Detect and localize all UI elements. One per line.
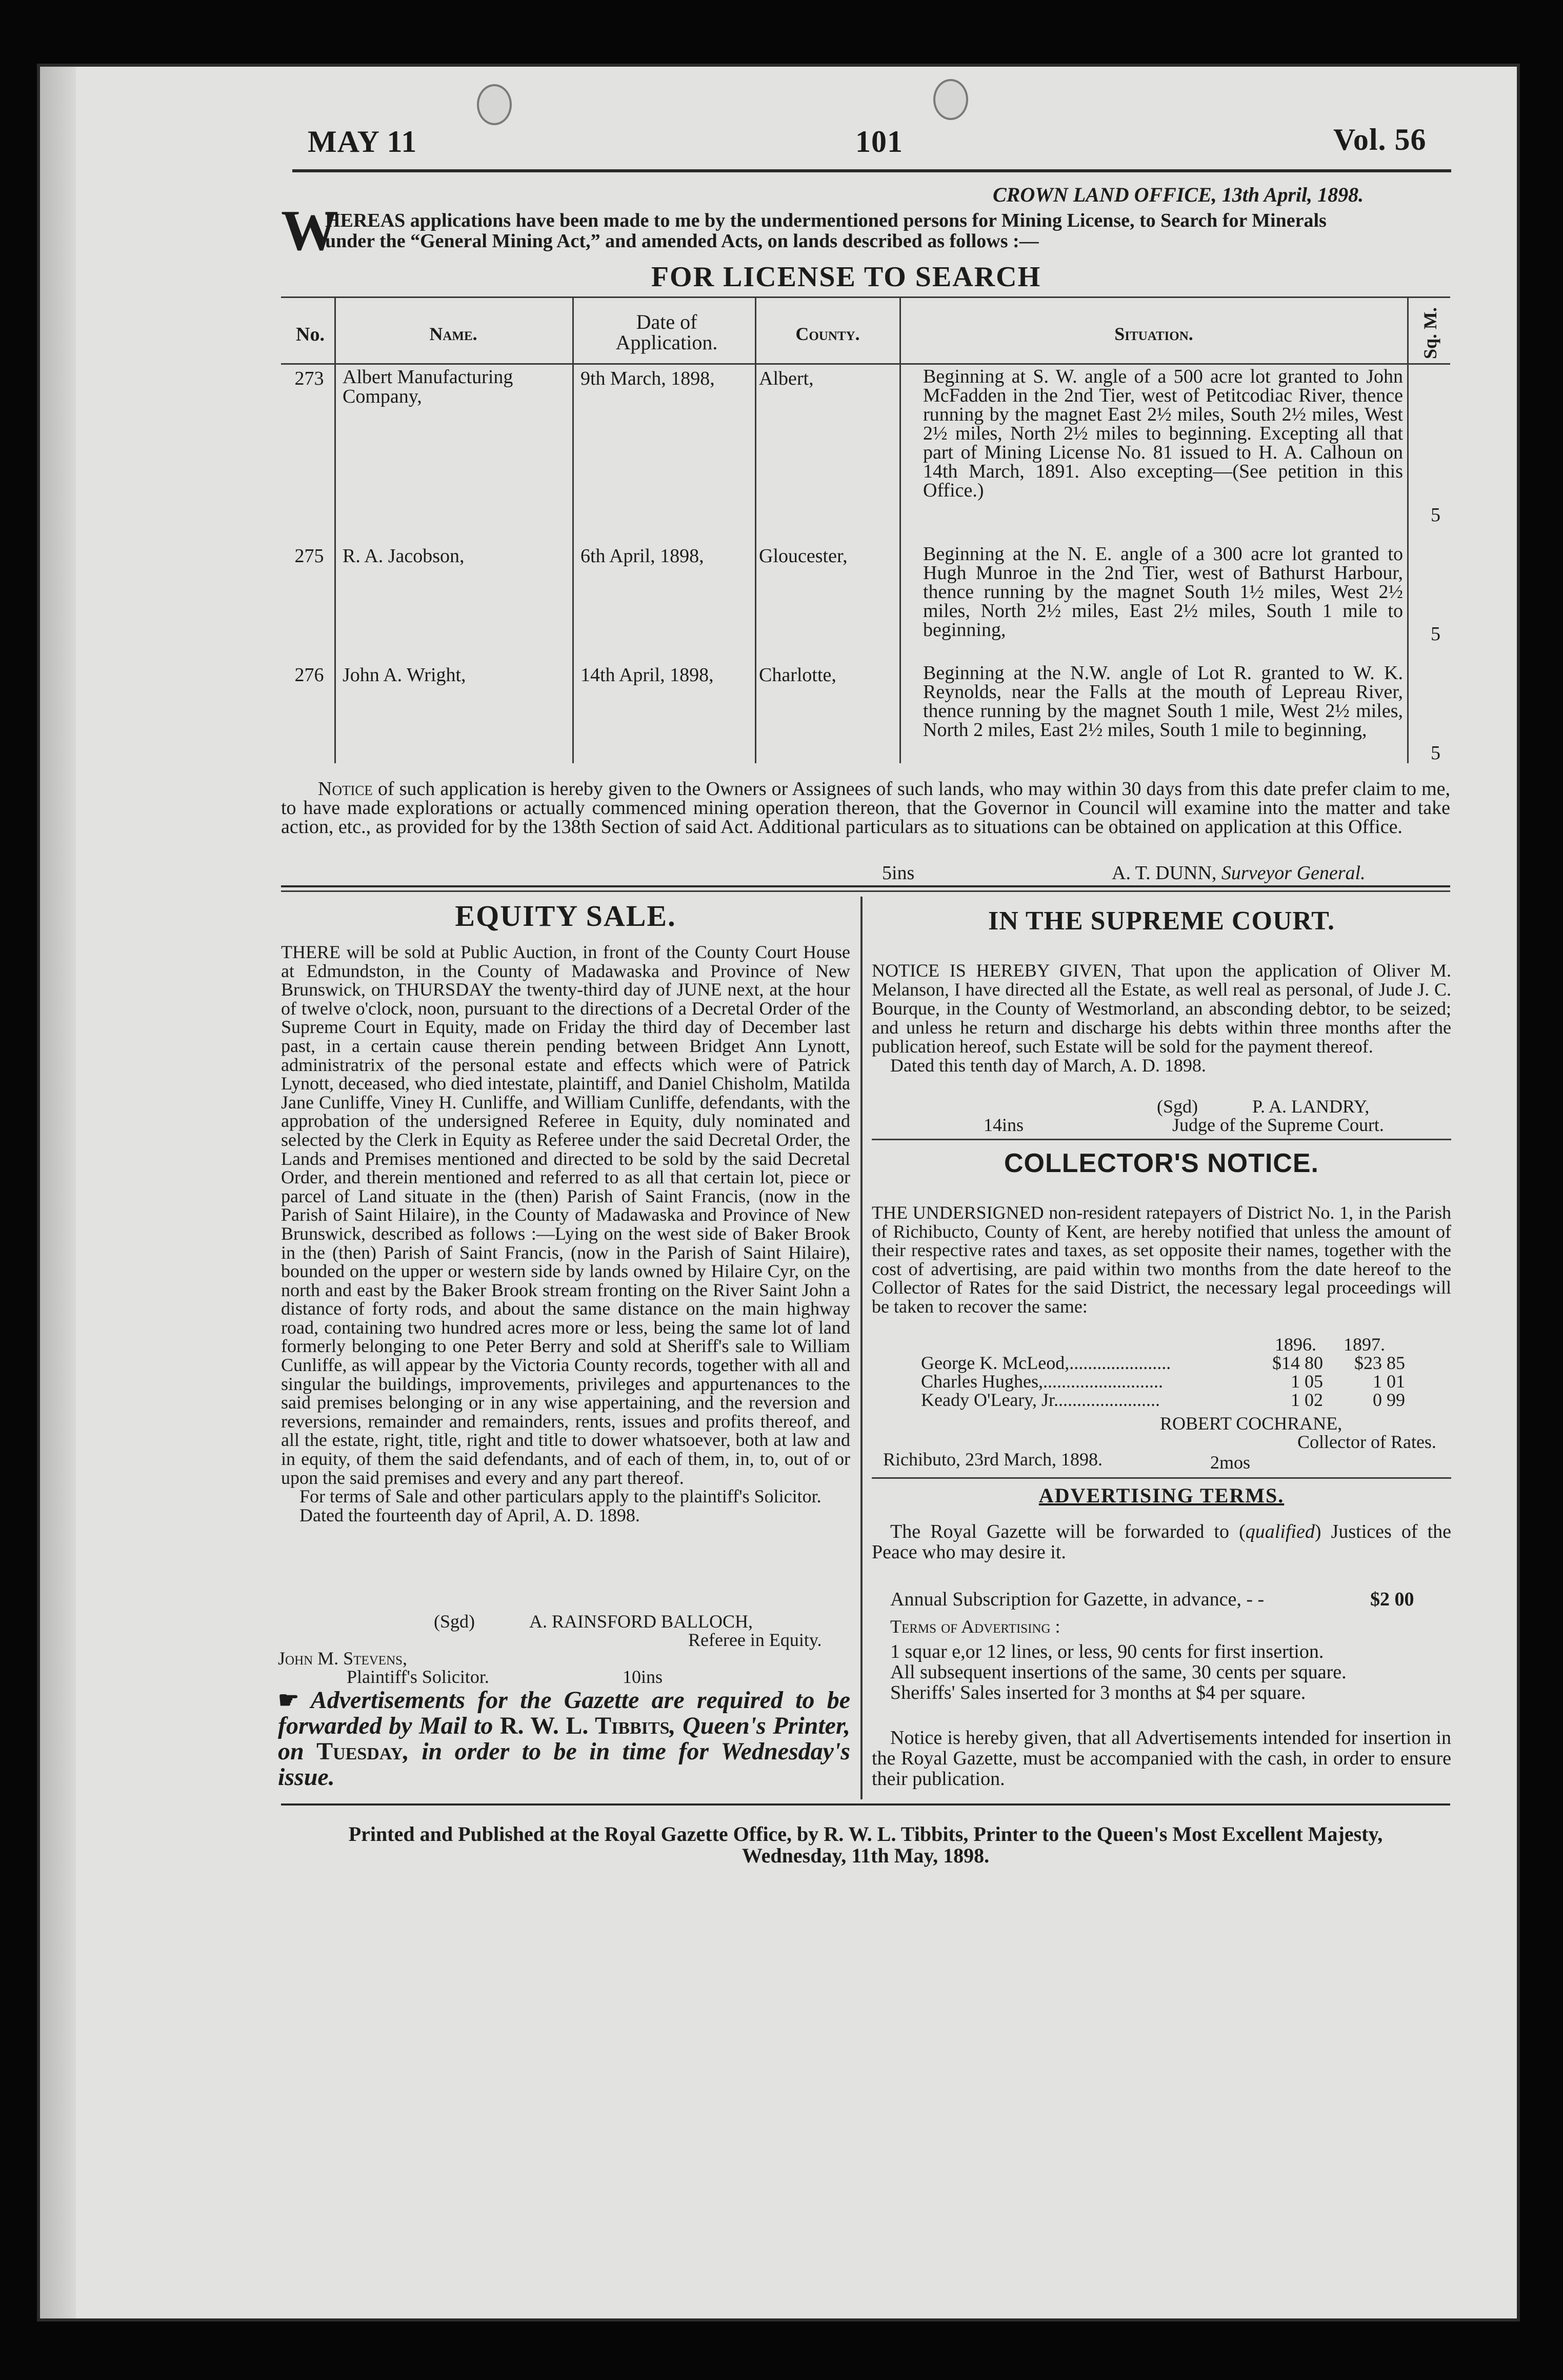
crown-insertions: 5ins	[882, 862, 915, 884]
supreme-court-title: IN THE SUPREME COURT.	[988, 906, 1335, 936]
supreme-dated: Dated this tenth day of March, A. D. 1898.	[890, 1055, 1206, 1076]
section-rule	[281, 885, 1450, 887]
license-section-title: FOR LICENSE TO SEARCH	[651, 261, 1041, 293]
solicitor-name: John M. Stevens,	[278, 1648, 408, 1669]
advertising-intro	[872, 1521, 1451, 1562]
row-no: 273	[294, 368, 324, 389]
intro-line-2: under the “General Mining Act,” and amended Acts, on lands described as follows :—	[325, 230, 1039, 252]
ad-notice	[278, 1688, 850, 1790]
row-date: 14th April, 1898,	[580, 664, 714, 686]
col-header-situation: Situation.	[1114, 324, 1193, 344]
supreme-sgd: (Sgd)	[1157, 1096, 1198, 1117]
col-header-no: No.	[296, 324, 325, 345]
ratepayer-1896: $14 80	[1272, 1353, 1323, 1373]
row-situation: Beginning at the N. E. angle of a 300 acre lot granted to Hugh Munroe in the 2nd Tier, west of Bathurst Harbour, thence running by the magnet South 1½ miles, West 2½ miles, North 2½ miles, East 2½ miles, South 1 mile to beginning,	[923, 543, 1403, 641]
collector-name: ROBERT COCHRANE,	[1160, 1413, 1342, 1434]
table-col-line	[572, 298, 574, 763]
notice-text: of such application is hereby given to the Owners or Assignees of such lands, who may within 30 days from this date prefer claim to me, to have made explorations or actually commenced mining operation thereon, that the Governor in Council will examine into the matter and take action, etc., as provided for by the 138th Section of said Act. Additional particulars as to situations can be obtained on application at this Office.	[281, 778, 1450, 838]
collector-insertions: 2mos	[1210, 1452, 1251, 1473]
advertising-intro-b: ) Justices of the Peace who may desire it.	[872, 1521, 1451, 1563]
row-situation: Beginning at S. W. angle of a 500 acre lot granted to John McFadden in the 2nd Tier, west of Petitcodiac River, thence running by the magnet East 2½ miles, South 2½ miles, West 2½ miles, North 2½ miles to beginning. Excepting all that part of Mining License No. 81 issued to H. A. Calhoun on 14th March, 1891. Also excepting—(See petition in this Office.)	[923, 366, 1403, 501]
section-rule	[872, 1477, 1451, 1479]
collector-place-date: Richibuto, 23rd March, 1898.	[883, 1449, 1103, 1470]
advertising-final-notice	[872, 1728, 1451, 1789]
header-rule	[292, 169, 1451, 172]
terms-heading: Terms of Advertising :	[890, 1616, 1060, 1637]
ratepayer-1896: 1 02	[1291, 1390, 1323, 1410]
row-sqm: 5	[1431, 504, 1440, 526]
col-header-name: Name.	[429, 324, 477, 344]
intro-line-1: HEREAS applications have been made to me by the undermentioned persons for Mining License, to Search for Minerals	[325, 210, 1327, 231]
pointing-hand-icon: ☛	[278, 1687, 299, 1713]
row-date: 9th March, 1898,	[580, 368, 715, 389]
col-header-sqm: Sq. M.	[1420, 307, 1440, 359]
footer-line-2: Wednesday, 11th May, 1898.	[742, 1844, 990, 1867]
supreme-body-text: NOTICE IS HEREBY GIVEN, That upon the application of Oliver M. Melanson, I have directed all the Estate, as well real as personal, of Jude J. C. Bourque, in the County of Westmorland, an absconding debtor, to be seized; and unless he return and discharge his debts within three months after the publication hereof, such Estate will be sold for the payment thereof.	[872, 960, 1451, 1057]
equity-sale-body	[281, 943, 850, 1524]
header-volume: Vol. 56	[1333, 123, 1427, 156]
collector-office: Collector of Rates.	[1297, 1432, 1436, 1452]
referee-name: A. RAINSFORD BALLOCH,	[529, 1611, 753, 1632]
terms-item: Sheriffs' Sales inserted for 3 months at $4 per square.	[890, 1682, 1306, 1703]
ratepayer-1897: 0 99	[1373, 1390, 1405, 1410]
table-col-line	[755, 298, 756, 763]
subscription-price: $2 00	[1370, 1589, 1414, 1610]
equity-sgd: (Sgd)	[434, 1611, 475, 1632]
row-name: R. A. Jacobson,	[343, 545, 465, 567]
row-county: Gloucester,	[759, 545, 848, 567]
equity-dated: Dated the fourteenth day of April, A. D. 1898.	[299, 1504, 640, 1525]
equity-sale-title: EQUITY SALE.	[455, 899, 676, 933]
drop-cap: W	[281, 199, 338, 263]
header-page-number: 101	[855, 125, 903, 158]
advertising-intro-a: The Royal Gazette will be forwarded to (	[890, 1521, 1246, 1542]
advertising-intro-qualified: qualified	[1245, 1521, 1315, 1542]
signature-title: Surveyor General.	[1221, 862, 1366, 884]
notice-lead: Notice	[318, 778, 373, 800]
equity-body-text: THERE will be sold at Public Auction, in front of the County Court House at Edmundston, in the County of Madawaska and Province of New Brunswick, on THURSDAY the twenty-third day of JUNE next, at the hour of twelve o'clock, noon, pursuant to the directions of a Decretal Order of the Supreme Court in Equity, made on Friday the third day of December last past, in a certain cause therein pending between Bridget Ann Lynott, administratrix of the personal estate and effects which were of Patrick Lynott, deceased, who died intestate, plaintiff, and Daniel Chisholm, Matilda Jane Cunliffe, Viney H. Cunliffe, and William Cunliffe, defendants, with the approbation of the undersigned Referee in Equity, duly nominated and selected by the Clerk in Equity as Referee under the said Decretal Order, the Lands and Premises mentioned and directed to be sold by the said Decretal Order, and therein mentioned and referred to as all that certain lot, piece or parcel of Land situate in the (then) Parish of Saint Francis, (now in the Parish of Saint Hilaire), in the County of Madawaska and Province of New Brunswick, described as follows :—Lying on the west side of Baker Brook in the (then) Parish of Saint Francis, (now in the Parish of Saint Hilaire), bounded on the upper or western side by lands owned by Hilaire Cyr, on the north and east by the Baker Brook stream fronting on the River Saint John a distance of forty rods, and about the same distance on the main highway road, containing two hundred acres more or less, being the same lot of land formerly belonging to one Peter Berry and sold at Sheriff's sale to William Cunliffe, as will appear by the Victoria County records, together with all and singular the buildings, improvements, privileges and appurtenances to the said premises belonging or in any wise appertaining, and the reversion and reversions, remainder and remainders, rents, issues and profits thereof, and all the estate, right, title, right and title to dower whatsoever, both at law and in equity, of them the said defendants, and of each of them, in, to, out of or upon the said premises and every and any part thereof.	[281, 942, 850, 1488]
crown-land-office-date: CROWN LAND OFFICE, 13th April, 1898.	[993, 183, 1364, 206]
advertising-title: ADVERTISING TERMS.	[1038, 1484, 1285, 1507]
terms-item: 1 squar e,or 12 lines, or less, 90 cents for first insertion.	[890, 1641, 1324, 1662]
row-sqm: 5	[1431, 623, 1440, 645]
footer-line-1: Printed and Published at the Royal Gazette Office, by R. W. L. Tibbits, Printer to the Queen's Most Excellent Majesty,	[348, 1822, 1383, 1846]
table-col-line	[899, 298, 901, 763]
row-no: 275	[294, 545, 324, 567]
binding-hole-left	[477, 84, 512, 125]
collector-year-1897: 1897.	[1344, 1334, 1385, 1355]
row-county: Albert,	[759, 368, 814, 389]
judge-name: P. A. LANDRY,	[1252, 1096, 1370, 1117]
ratepayer-1897: 1 01	[1373, 1371, 1405, 1392]
equity-insertions: 10ins	[623, 1667, 663, 1687]
table-col-line	[1407, 298, 1409, 763]
footer-rule	[281, 1803, 1450, 1806]
col-header-county: County.	[795, 324, 860, 344]
table-top-rule	[281, 296, 1450, 298]
row-situation: Beginning at the N.W. angle of Lot R. granted to W. K. Reynolds, near the Falls at the mouth of Lepreau River, thence running by the magnet South 1 mile, West 2½ miles, North 2 miles, East 2½ miles, South 1 mile to beginning,	[923, 662, 1403, 741]
collector-title: COLLECTOR'S NOTICE.	[1004, 1148, 1319, 1178]
signature-name: A. T. DUNN,	[1112, 862, 1217, 884]
row-no: 276	[294, 664, 324, 686]
ad-notice-b: , Queen's Printer, on	[278, 1712, 850, 1765]
section-rule	[872, 1139, 1451, 1140]
row-sqm: 5	[1431, 742, 1440, 764]
judge-title: Judge of the Supreme Court.	[1172, 1115, 1384, 1135]
binding-hole-right	[933, 79, 968, 120]
row-name: Albert Manufacturing Company,	[343, 366, 513, 407]
section-rule-double	[281, 890, 1450, 892]
ratepayer-1896: 1 05	[1291, 1371, 1323, 1392]
terms-item: All subsequent insertions of the same, 30 cents per square.	[890, 1661, 1347, 1683]
equity-terms: For terms of Sale and other particulars apply to the plaintiff's Solicitor.	[299, 1486, 821, 1507]
column-divider	[860, 897, 863, 1799]
supreme-court-body	[872, 961, 1451, 1075]
ad-notice-printer: R. W. L. Tibbits	[499, 1712, 670, 1739]
ratepayer-1897: $23 85	[1354, 1353, 1405, 1373]
subscription-label: Annual Subscription for Gazette, in advance, - -	[890, 1589, 1265, 1610]
col-header-date: Date of Application.	[615, 310, 718, 354]
ad-notice-c: , in order to be in time for Wednesday's issue.	[278, 1738, 850, 1791]
collector-body: THE UNDERSIGNED non-resident ratepayers of District No. 1, in the Parish of Richibucto, County of Kent, are hereby notified that unless the amount of their respective rates and taxes, as set opposite their names, together with the cost of advertising, are paid within two months from the date hereof to the Collector of Rates for the said District, the necessary legal proceedings will be taken to recover the same:	[872, 1202, 1451, 1317]
ratepayer-name: George K. McLeod,......................	[921, 1353, 1171, 1373]
row-date: 6th April, 1898,	[580, 545, 704, 567]
advertising-final-text: Notice is hereby given, that all Advertisements intended for insertion in the Royal Gazette, must be accompanied with the cash, in order to ensure their publication.	[872, 1727, 1451, 1790]
referee-title: Referee in Equity.	[688, 1630, 822, 1650]
supreme-insertions: 14ins	[984, 1115, 1024, 1135]
ad-notice-day: Tuesday	[316, 1738, 403, 1765]
table-col-line	[334, 298, 336, 763]
solicitor-title: Plaintiff's Solicitor.	[347, 1667, 489, 1687]
row-name: John A. Wright,	[343, 664, 466, 686]
header-month: MAY 11	[308, 125, 417, 158]
crown-signature	[1112, 862, 1366, 884]
ratepayer-name: Charles Hughes,..........................	[921, 1371, 1163, 1392]
ad-notice-a: Advertisements for the Gazette are required to be forwarded by Mail to	[278, 1687, 851, 1739]
collector-year-1896: 1896.	[1275, 1334, 1316, 1355]
table-head-rule	[281, 363, 1450, 365]
ratepayer-name: Keady O'Leary, Jr.......................	[921, 1390, 1160, 1410]
row-county: Charlotte,	[759, 664, 836, 686]
crown-notice	[281, 780, 1450, 837]
